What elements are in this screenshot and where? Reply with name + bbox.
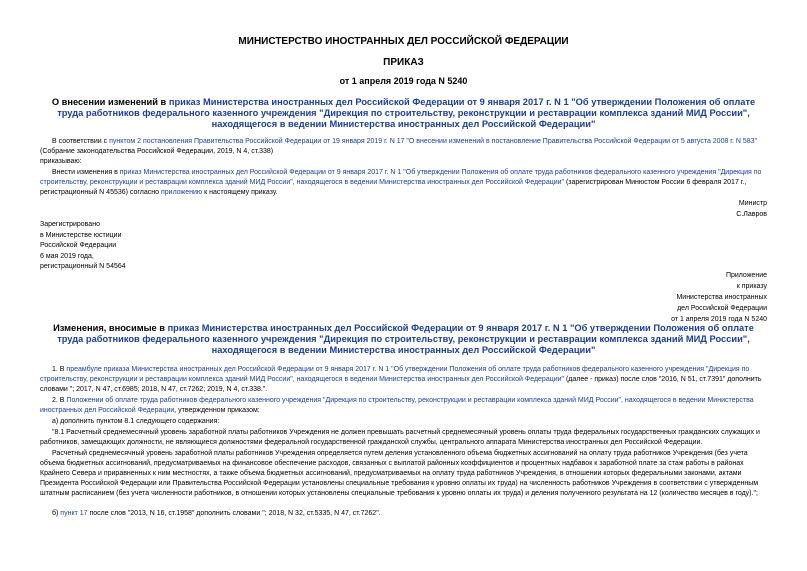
appendix-line: к приказу [736,283,767,290]
signature-block [736,198,767,220]
appendix-link[interactable]: приложению [160,189,203,196]
order-link[interactable]: приказ Министерства иностранных дел Российской Федерации от 9 января 2017 г. N 1 "Об утверждении Положения об оплате труда работников федерального казенного учреждения "Дирекция по строительству, реконструкции и реставрации комплекса зданий МИД России", находящегося в ведении Министерства иностранных дел Российской Федерации" [57,97,756,129]
preamble-text-1: В соответствии с [52,138,110,145]
item-1-text-2: (далее - приказ) после слов "2016, N 51, ст.7391" дополнить словами "; 2017, N 47, ст.6985; 2018, N 47, ст.7262; 2019, N 4, ст.338.". [40,376,762,393]
item-2b-text-1: б) [52,510,61,517]
changes-title-prefix: Изменения, вносимые в [53,323,168,333]
regulation-link[interactable]: Положении об оплате труда работников федерального казенного учреждения "Дирекция по строительству, реконструкции и реставрации комплекса зданий МИД России", находящегося в ведении Министерства иностранных дел Российской Федерации [40,397,754,414]
registration-line: Российской Федерации [40,242,117,249]
signature-name: С.Лавров [736,211,767,218]
item-2-text-1: 2. В [52,397,67,404]
main-text-2: (зарегистрирован Минюстом России 6 февраля 2017 г., регистрационный N 45536) согласно [40,179,747,196]
item-1-paragraph [40,365,767,395]
item-2-text-2: , утвержденном приказом: [174,407,260,414]
document-title-prefix: О внесении изменений в [51,97,169,107]
doc-date-number: от 1 апреля 2019 года N 5240 [339,76,468,86]
preamble-text-2: (Собрание законодательства Российской Федерации, 2019, N 4, ст.338) [40,148,274,155]
changes-order-link[interactable]: приказ Министерства иностранных дел Российской Федерации от 9 января 2017 г. N 1 "Об утверждении Положения об оплате труда работников федерального казенного учреждения "Дирекция по строительству, реконструкции и реставрации комплекса зданий МИД России", находящегося в ведении Министерства иностранных дел Российской Федерации" [57,323,754,355]
appendix-line: Министерства иностранных [676,294,767,301]
item-2a: а) дополнить пунктом 8.1 следующего содержания: [52,418,220,425]
preamble-paragraph [40,137,767,157]
changes-title [40,323,767,356]
registration-line: 6 мая 2019 года, [40,252,94,260]
appendix-block [671,270,767,325]
signature-role: Министр [738,200,767,207]
appendix-line: Приложение [725,272,767,279]
item-2b-text-2: после слов "2013, N 16, ст.1958" дополнить словами "; 2018, N 32, ст.5335, N 47, ст.7262". [87,510,381,517]
preamble-decree-link[interactable]: пунктом 2 постановления Правительства Российской Федерации от 19 января 2019 г. N 17 "О внесении изменений в постановление Правительства Российской Федерации от 5 августа 2008 г. N 583" [109,138,758,145]
registration-line: регистрационный N 54564 [40,263,126,270]
ministry-heading: МИНИСТЕРСТВО ИНОСТРАННЫХ ДЕЛ РОССИЙСКОЙ ФЕДЕРАЦИИ [238,36,569,47]
document-title [40,97,767,130]
doc-type-heading: ПРИКАЗ [383,57,424,68]
appendix-line: от 1 апреля 2019 года N 5240 [671,316,767,323]
main-text-3: к настоящему приказу. [202,189,278,196]
clause-17-link[interactable]: пункт 17 [60,510,88,517]
main-text-1: Внести изменения в [52,169,120,176]
appendix-line: дел Российской Федерации [677,305,767,312]
item-2-paragraph [40,396,767,416]
registration-block [40,220,126,273]
registration-line: Зарегистрировано [40,221,100,228]
item-1-order-link[interactable]: приказа Министерства иностранных дел Российской Федерации от 9 января 2017 г. N 1 "Об утверждении Положения об оплате труда работников федерального казенного учреждения "Дирекция по строительству, реконструкции и реставрации комплекса зданий МИД России", находящегося в ведении Министерства иностранных дел Российской Федерации" [40,366,750,383]
preamble-link[interactable]: преамбуле [66,366,102,373]
registration-line: в Министерстве юстиции [40,231,122,239]
order-word: приказываю: [40,158,82,165]
item-1-text-1: 1. В [52,366,67,373]
paragraph-8-1: "8.1 Расчетный среднемесячный уровень заработной платы работников Учреждения не должен превышать расчетный среднемесячный уровень оплаты труда федеральных государственных гражданских служащих и работников, замещающих должности, не являющиеся должностями федеральной государственной гражданской службы, центрального аппарата Министерства иностранных дел Российской Федерации. [40,429,760,446]
item-2b-paragraph [40,509,767,519]
main-order-link[interactable]: приказ Министерства иностранных дел Российской Федерации от 9 января 2017 г. N 1 "Об утверждении Положения об оплате труда работников федерального казенного учреждения "Дирекция по строительству, реконструкции и реставрации комплекса зданий МИД России", находящегося в ведении Министерства иностранных дел Российской Федерации" [40,169,762,186]
paragraph-8-1-continued: Расчетный среднемесячный уровень заработной платы работников Учреждения определяется путем деления установленного объема бюджетных ассигнований на оплату труда работников Учреждения (без учета объема бюджетных ассигнований, предусматриваемых на финансовое обеспечение расходов, связанных с выплатой районных коэффициентов и процентных надбавок к заработной плате за стаж работы в районах Крайнего Севера и приравненных к ним местностях, а также объема бюджетных ассигнований, предусматриваемых на оплату труда работников Учреждения, в отношении которых федеральными законами, актами Президента Российской Федерации или Правительства Российской Федерации установлены специальные требования к уровню оплаты их труда) на численность работников Учреждения в соответствии с утвержденным штатным расписанием (без учета численности работников, в отношении которых установлены специальные требования к уровню оплаты их труда) и деления полученного результата на 12 (количество месяцев в году)."; [40,450,759,497]
main-paragraph [40,168,767,198]
